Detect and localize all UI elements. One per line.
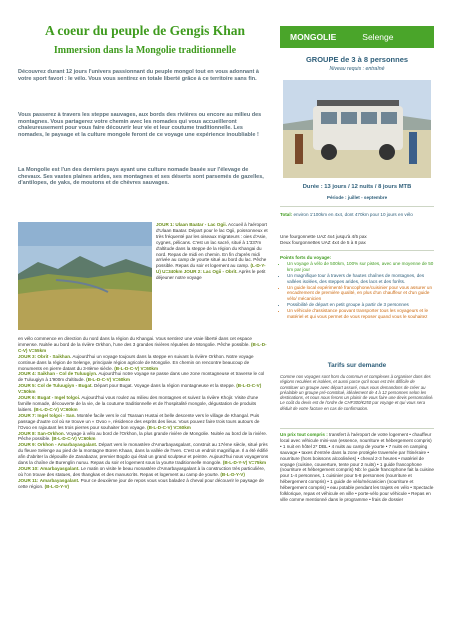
highlight-item: • Un guide local expérimenté francophone/cuisinier pour vous assurer un encadrement de première qualité, en plus d'un chauffeur et d'un guide vélo/ mécanicien bbox=[287, 285, 434, 303]
day-5-place: Col de Tuluugiyn - Bugat. bbox=[37, 383, 93, 389]
day-6-meta: (B-L-D-C-V) V=60km bbox=[33, 406, 78, 412]
day-1-meta: (L-D-Y-U) U=340km bbox=[156, 263, 266, 275]
highlights-title: Points forts du voyage: bbox=[280, 255, 332, 260]
divider bbox=[280, 206, 434, 207]
vehicle-1: Une fourgonnette UAZ 4x4 jusqu'à 4/5 pax bbox=[280, 234, 367, 239]
price-includes-label: Un prix tout compris : bbox=[280, 432, 328, 437]
day-9-place: Orkhon - Amarbayasgalant. bbox=[37, 442, 98, 448]
highlight-item: • Un voyage à vélo de 500km, 100% sur pistes, avec une moyenne de 50 km par jour bbox=[287, 261, 434, 273]
day-9-label: JOUR 9: bbox=[18, 442, 37, 448]
day-7-text: Montée facile vers le col Tsaraan Hustai et belle descente vers le village de Khangal. Puis passage d'autre col où se trouve un « Ovoo », résidence des esprits des lieux. Vous pouvez faire trois tours autours de l'Ovoo en rajoutant les trois pierres pour souhaiter bon voyage. bbox=[18, 412, 260, 430]
day-2-place: Lac Ogii - Obrit. bbox=[203, 269, 238, 275]
day-8-label: JOUR 8: bbox=[18, 430, 37, 436]
total-distance bbox=[280, 212, 434, 218]
banner-country: MONGOLIE bbox=[290, 32, 337, 42]
page-subtitle: Immersion dans la Mongolie traditionnelle bbox=[53, 45, 237, 56]
day-10-label: JOUR 10: bbox=[18, 465, 39, 471]
day-2-text: Après le petit déjeuner notre voyage bbox=[156, 269, 266, 281]
day-9-text: Départ vers le monastère d'Amarbayasgalant, construit au 17ème siècle, situé près du fleuve Selenge au pied de la montagne Büren Khaan, dans la vallée de l'Iven. C'est un endroit magnifique. Il a été édifié afin d'abriter la dépouille de Zanabazar, premier Bogdo qui était un grand sculpteur et peintre. Aujourd'hui nous voyagerons dans la chaîne de Burenglin nuruu. Repas du soir et logement sous la yourte traditionnelle mongole. bbox=[18, 442, 269, 466]
day-11-place: Amarbayasgalant. bbox=[39, 477, 80, 483]
intro-paragraph-1: Découvrez durant 12 jours l'univers passionnant du peuple mongol tout en vous adonnant à votre sport favori : le vélo. Vous vous sentirez en totale liberté grâce à ce territoire sans fin. bbox=[18, 69, 259, 82]
day-11-meta: (B-L-D-Y-V) bbox=[44, 483, 70, 489]
day-8-meta: (B-L-D-C-V) V=60km bbox=[51, 436, 96, 442]
day-9-meta: (B-L-D-Y-V) V=75km bbox=[222, 460, 267, 466]
day-4-label: JOUR 4: bbox=[18, 371, 37, 377]
group-size: GROUPE de 3 à 8 personnes bbox=[305, 55, 409, 64]
day-6-place: Bugat - Ingel tolgoi. bbox=[37, 395, 81, 401]
day-3-place: Obrit - Saikhan. bbox=[37, 353, 72, 359]
van-photo bbox=[283, 80, 431, 178]
day-6-text: Aujourd'hui vous roulez au milieu des montagnes et suivez la rivière Khojir. Visite d'une famille nomade, découverte de la vie, de la coutume traditionnelle et de l'hospitalité mongole, dégustation de produits laitiers. bbox=[18, 395, 259, 412]
destination-banner bbox=[280, 26, 434, 48]
day-7-label: JOUR 7: bbox=[18, 412, 37, 418]
day-11-label: JOUR 11: bbox=[18, 477, 39, 483]
day-3-label: JOUR 3: bbox=[18, 353, 37, 359]
day-1-block bbox=[156, 222, 270, 281]
intro-paragraph-2: Vous passerez à travers les steppe sauvages, aux bords des rivières ou encore au milieu des montagnes. Vous partagerez votre chemin avec les nomades qui vous accueilleront chaleureusement pour vous faire découvrir leur vie et leur coutume traditionnelle. Les nomades, le paysage et la culture mongole feront de ce voyage une expérience inoubliable ! bbox=[18, 112, 262, 138]
highlight-item: • Un magnifique tour à travers de hautes chaînes de montagnes, des vallées isolées, des steppes arides, des lacs et des forêts. bbox=[287, 273, 434, 285]
day-4-text: Aujourd'hui notre voyage se passe dans une zone montagneuse et traverse le col de Tuluugiyn à 1'900m d'altitude. bbox=[18, 371, 265, 383]
day-11-text: Pour ce deuxième jour de repos vous vous baladez à cheval pour découvrir le paysage de cette région. bbox=[18, 477, 264, 489]
day-5-text: Départ pour Bugat. Voyage dans la région montagneuse et la steppe. bbox=[93, 383, 235, 389]
total-text: environ 1'100km en 4x4, dont 470km pour 10 jours en vélo bbox=[293, 212, 413, 217]
intro-paragraph-3: La Mongolie est l'un des derniers pays ayant une culture nomade basée sur l'élevage de chevaux. Ses vastes plaines arides, ses montagnes et ses déserts sont parsemés de gazelles, d'antilopes, de yaks, de moutons et de chèvres sauvages. bbox=[18, 167, 264, 186]
day-4-meta: (B-L-D-C-V) V=60km bbox=[86, 377, 130, 383]
day-10-text: Le matin on visite le beau monastère d'Amarbayasgalant à la construction très particulière, où l'on trouve des statues, des thangkas et des manuscrits. Repas et logement au camp de yourte. bbox=[18, 465, 266, 477]
price-includes bbox=[280, 432, 434, 503]
day-1-text: Accueil à l'aéroport d'Ulaan Baatar. Départ pour le lac Ogii, poissonneux et très fréquenté par les oiseaux migrateurs : oies d'Asie, cygnes, pélicans. C'est un lac sacré, situé à 1'337m d'altitude dans la steppe de la région du Khangai du nord. Repas de midi en chemin. En fin d'après midi arrivée au camp de yourte situé au bord du lac. Pêche possible. Repas du soir et logement au camp. bbox=[156, 222, 268, 269]
day-1-label: JOUR 1: bbox=[156, 222, 175, 227]
day-10-meta: (B-L-D-Y-V) bbox=[220, 471, 245, 477]
day-4-place: Saikhan - Col de Tuluugiyn. bbox=[37, 371, 98, 377]
day-6-label: JOUR 6: bbox=[18, 395, 37, 401]
day-8-text: Voyage à vélo au bord de l'Orkhon, la plus grande rivière de Mongolie. Nuitée au bord de la rivière. Pêche possible. bbox=[18, 430, 268, 442]
day-3-text: Aujourd'hui un voyage toujours dans la steppe en suivant la rivière Orkhon. Notre voyage continue dans la région de Selenge, principale région agricole de Mongolie. En chemin on rencontre beaucoup de monuments en pierre datant du 3-8ème siècle. bbox=[18, 353, 254, 371]
pricing-title: Tarifs sur demande bbox=[327, 362, 387, 369]
trip-duration: Durée : 13 jours / 12 nuits / 8 jours MTB bbox=[302, 184, 412, 190]
divider bbox=[280, 250, 434, 251]
banner-region: Selenge bbox=[362, 32, 394, 42]
day-7-place: Ingel tolgoi - San. bbox=[37, 412, 76, 418]
total-label: Total: bbox=[280, 212, 293, 217]
day-8-place: San-Orkhon. bbox=[37, 430, 65, 436]
level-required: Niveau requis : entraîné bbox=[329, 66, 385, 72]
day-2-label: JOUR 2: bbox=[183, 269, 202, 275]
pricing-note: Comme nos voyages sont hors du commun et complexes à organiser dans des régions reculées et isolées, et aussi parce qu'il nous est très difficile de constituer un groupe avec départ assuré, nous vous demandons de créer au préalable un groupe pré-constitué, idéalement de 4 à 12 personnes selon les destinations, et nous nous ferons un plaisir de vous faire une devis personnalisé. Le coût du devis est de l'ordre de CHF300/€250 par voyage et qui vous sera déduit de votre facture en cas de confirmation. bbox=[280, 374, 434, 411]
day-2-meta: (B-L-D-C-V) V=55km bbox=[18, 341, 267, 353]
day-7-meta: (B-L-D-C-V) V=60km bbox=[147, 424, 191, 430]
divider bbox=[280, 428, 434, 429]
day-1-place: Ulaan Baatar - Lac Ogii. bbox=[175, 222, 227, 227]
price-includes-text: transfert à l'aéroport de votre logement • chauffeur local avec véhicule mini-van (essence, nourriture et hébergement compris) • 1 nuit en hôtel 2* DBL • 4 nuits au camp de yourte • 7 nuits en camping sauvage • taxes d'entrée dans la zone protégée traversée par l'itinéraire • nourriture (hors boissons alcoolisées) • cheval 2-3 heures • matériel de voyage (cuisine, couverture, tente pour 2 nuits) • 1 guide francophone (nourriture et hébergement compris) Nb: le guide francophone fait la cuisine pour 1-4 personnes, 1 cuisinier pour 5-8 personnes (nourriture et hébergement compris) • 1 guide de vélo/mécanicien (nourriture et hébergement compris) • eau potable pendant les trajets en vélo • Spectacle folklorique, repas et véhicule en ville • porte-vélo pour véhicule • Repas en ville comme mentionné dans le programme • frais de dossier bbox=[280, 432, 434, 502]
landscape-photo bbox=[18, 222, 152, 330]
day-10-place: Amarbayasgalant. bbox=[39, 465, 80, 471]
vehicles bbox=[280, 234, 434, 246]
day-2-continued: en vélo commence en direction du nord dans la région du Khangai. Vous sentirez une vraie liberté dans cet espace immense. Nuitée au bord de la rivière Orkhon, l'une des 3 grandes rivières réputées de Mongolie. Pêche possible. bbox=[18, 336, 252, 347]
itinerary-text bbox=[18, 336, 270, 490]
highlights bbox=[280, 255, 434, 320]
highlight-item: • Un véhicule d'assistance pouvant transporter tous les voyageurs et le matériel et qui vous permet de vous reposer quand vous le souhaitez bbox=[287, 308, 434, 320]
day-5-label: JOUR 5: bbox=[18, 383, 37, 389]
day-5-meta: (B-L-D-C-V) V=50km bbox=[18, 383, 262, 395]
page-title: A coeur du peuple de Gengis Khan bbox=[44, 23, 246, 38]
highlight-item: • Possibilité de départ en petit groupe à partir de 3 personnes bbox=[287, 302, 434, 308]
day-3-meta: (B-L-D-C-V) V=60km bbox=[114, 365, 159, 371]
vehicle-2: Deux fourgonnettes UAZ 4x4 de 5 à 8 pax bbox=[280, 239, 366, 245]
trip-period: Période : juillet - septembre bbox=[326, 195, 388, 200]
